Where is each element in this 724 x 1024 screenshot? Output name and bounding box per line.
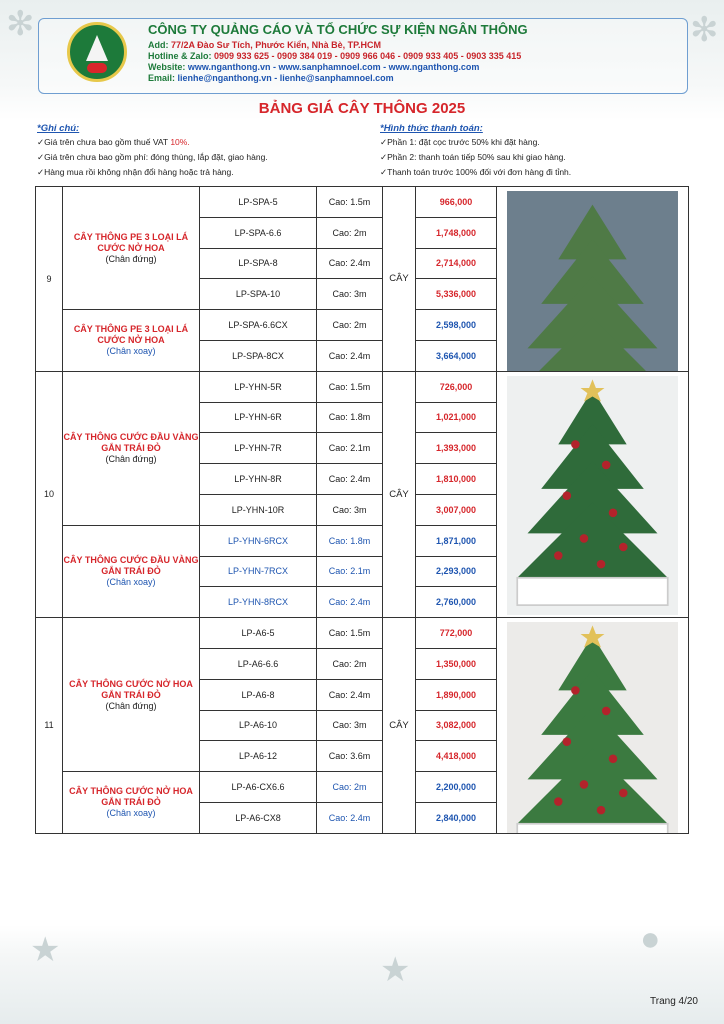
product-image [497,618,689,834]
product-height: Cao: 2.4m [317,679,383,710]
product-code: LP-A6-CX8 [200,802,317,833]
product-price: 1,871,000 [416,525,497,556]
product-height: Cao: 3.6m [317,741,383,772]
product-price: 2,760,000 [416,587,497,618]
product-base: (Chân xoay) [106,808,156,819]
product-code: LP-A6-8 [200,679,317,710]
tree-photo [507,191,678,371]
product-code: LP-SPA-8 [200,248,317,279]
product-height: Cao: 2.1m [317,433,383,464]
payment-item: ✓Phần 2: thanh toán tiếp 50% sau khi giao hàng. [380,152,566,162]
product-price: 1,748,000 [416,217,497,248]
product-price: 3,007,000 [416,494,497,525]
product-name-cell [63,772,200,834]
email-line: Email: lienhe@nganthong.vn - lienhe@sanphamnoel.com [148,73,394,83]
page-title: BẢNG GIÁ CÂY THÔNG 2025 [258,100,466,117]
product-price: 2,840,000 [416,802,497,833]
product-price: 3,082,000 [416,710,497,741]
product-height: Cao: 3m [317,710,383,741]
page-number: Trang 4/20 [650,996,698,1007]
hotline-line: Hotline & Zalo: 0909 933 625 - 0909 384 019 - 0909 966 046 - 0909 933 405 - 0903 335 415 [148,51,522,61]
product-price: 2,293,000 [416,556,497,587]
company-logo [67,22,127,82]
email-links[interactable]: lienhe@nganthong.vn - lienhe@sanphamnoel.com [175,73,394,83]
product-code: LP-YHN-8R [200,464,317,495]
payment-item: ✓Phần 1: đặt cọc trước 50% khi đặt hàng. [380,137,540,147]
product-price: 1,350,000 [416,648,497,679]
payment-item: ✓Thanh toán trước 100% đối với đơn hàng đi tỉnh. [380,167,572,177]
product-code: LP-YHN-10R [200,494,317,525]
note-item: ✓Giá trên chưa bao gồm thuế VAT 10%. [37,137,190,147]
unit-label: CÂY [383,618,416,834]
product-index: 10 [36,371,63,617]
product-height: Cao: 2.4m [317,464,383,495]
product-base: (Chân đứng) [105,254,157,265]
product-height: Cao: 2.4m [317,340,383,371]
notes-right-title: *Hình thức thanh toán: [380,123,483,134]
product-height: Cao: 2.4m [317,587,383,618]
product-price: 726,000 [416,371,497,402]
product-index: 11 [36,618,63,834]
product-height: Cao: 1.8m [317,402,383,433]
product-base: (Chân xoay) [106,577,156,588]
product-code: LP-SPA-8CX [200,340,317,371]
product-code: LP-SPA-5 [200,187,317,218]
product-code: LP-A6-10 [200,710,317,741]
product-name-cell [63,371,200,525]
product-price: 1,890,000 [416,679,497,710]
table-row [36,618,689,649]
product-price: 1,021,000 [416,402,497,433]
product-price: 1,393,000 [416,433,497,464]
product-height: Cao: 1.5m [317,187,383,218]
product-code: LP-SPA-6.6 [200,217,317,248]
product-image [497,187,689,372]
product-height: Cao: 1.8m [317,525,383,556]
product-code: LP-YHN-6R [200,402,317,433]
product-height: Cao: 2.1m [317,556,383,587]
product-price: 772,000 [416,618,497,649]
product-base: (Chân xoay) [106,346,156,357]
product-price: 2,598,000 [416,310,497,341]
product-name-cell [63,187,200,310]
product-code: LP-A6-6.6 [200,648,317,679]
star-icon: ★ [380,951,411,989]
product-code: LP-YHN-5R [200,371,317,402]
product-price: 3,664,000 [416,340,497,371]
bow-icon [87,63,107,73]
product-height: Cao: 1.5m [317,371,383,402]
unit-label: CÂY [383,371,416,617]
product-code: LP-YHN-7RCX [200,556,317,587]
product-code: LP-SPA-10 [200,279,317,310]
product-height: Cao: 2.4m [317,248,383,279]
product-height: Cao: 2m [317,217,383,248]
company-name: CÔNG TY QUẢNG CÁO VÀ TỔ CHỨC SỰ KIỆN NGÂN THÔNG [148,22,528,37]
website-line: Website: www.nganthong.vn - www.sanphamnoel.com - www.nganthong.com [148,62,480,72]
product-price: 966,000 [416,187,497,218]
product-code: LP-SPA-6.6CX [200,310,317,341]
product-name: CÂY THÔNG PE 3 LOẠI LÁ CƯỚC NỞ HOA [73,324,189,346]
product-name: CÂY THÔNG CƯỚC ĐẦU VÀNG GẮN TRÁI ĐỎ [63,432,199,454]
note-item: ✓Hàng mua rồi không nhận đổi hàng hoặc trả hàng. [37,167,234,177]
snowflake-icon: ✻ [690,11,719,49]
website-links[interactable]: www.nganthong.vn - www.sanphamnoel.com - www.nganthong.com [185,62,480,72]
product-price: 5,336,000 [416,279,497,310]
product-price: 2,714,000 [416,248,497,279]
product-height: Cao: 3m [317,494,383,525]
table-row [36,371,689,402]
price-table [35,186,689,834]
product-height: Cao: 2m [317,648,383,679]
product-code: LP-A6-CX6.6 [200,772,317,803]
product-index: 9 [36,187,63,372]
product-code: LP-YHN-6RCX [200,525,317,556]
product-name: CÂY THÔNG PE 3 LOẠI LÁ CƯỚC NỞ HOA [73,232,189,254]
product-name: CÂY THÔNG CƯỚC ĐẦU VÀNG GẮN TRÁI ĐỎ [63,555,199,577]
tree-icon [86,35,108,61]
star-icon: ★ [30,931,61,969]
product-name-cell [63,310,200,372]
product-code: LP-YHN-7R [200,433,317,464]
product-price: 2,200,000 [416,772,497,803]
product-height: Cao: 3m [317,279,383,310]
product-name: CÂY THÔNG CƯỚC NỞ HOA GẮN TRÁI ĐỎ [69,786,193,808]
unit-label: CÂY [383,187,416,372]
product-code: LP-A6-12 [200,741,317,772]
notes-left-title: *Ghi chú: [37,123,80,134]
product-height: Cao: 2.4m [317,802,383,833]
product-base: (Chân đứng) [105,700,157,711]
product-height: Cao: 1.5m [317,618,383,649]
note-item: ✓Giá trên chưa bao gồm phí: đóng thùng, lắp đặt, giao hàng. [37,152,268,162]
product-price: 4,418,000 [416,741,497,772]
product-code: LP-YHN-8RCX [200,587,317,618]
product-price: 1,810,000 [416,464,497,495]
product-name: CÂY THÔNG CƯỚC NỞ HOA GẮN TRÁI ĐỎ [69,678,193,700]
product-base: (Chân đứng) [105,454,157,465]
product-height: Cao: 2m [317,310,383,341]
product-height: Cao: 2m [317,772,383,803]
product-image [497,371,689,617]
tree-photo [507,622,678,833]
address-line: Add: 77/2A Đào Sư Tích, Phước Kiển, Nhà Bè, TP.HCM [148,40,381,50]
snowflake-icon: ✻ [6,5,35,43]
ornament-icon: ● [640,920,661,958]
footer-background [0,925,724,1024]
table-row [36,187,689,218]
tree-photo [507,376,678,615]
product-code: LP-A6-5 [200,618,317,649]
product-name-cell [63,525,200,617]
product-name-cell [63,618,200,772]
